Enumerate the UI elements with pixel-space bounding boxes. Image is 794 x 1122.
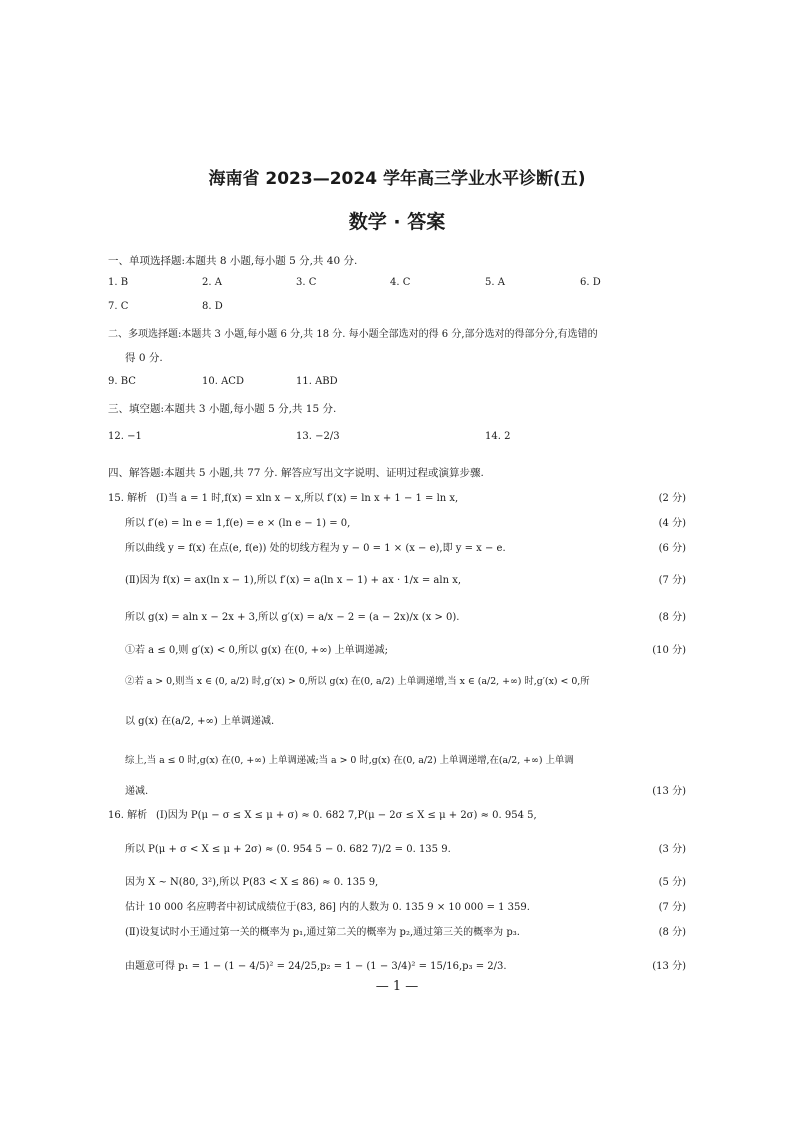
score-mark: (4 分) [658,518,686,529]
section1-heading: 一、单项选择题:本题共 8 小题,每小题 5 分,共 40 分. [108,255,358,267]
answer-item: 10. ACD [202,376,244,387]
score-mark: (13 分) [652,961,686,972]
answer-item: 7. C [108,301,129,312]
page-title: 海南省 2023—2024 学年高三学业水平诊断(五) [208,169,586,189]
solution-line: ②若 a > 0,则当 x ∈ (0, a/2) 时,g′(x) > 0,所以 g(x) 在(0, a/2) 上单调递增,当 x ∈ (a/2, +∞) 时,g′(x) < 0,所 [125,676,590,687]
answer-item: 11. ABD [296,376,338,387]
score-mark: (7 分) [658,575,686,586]
solution-line: 所以 f′(e) = ln e = 1,f(e) = e × (ln e − 1) = 0, [125,518,351,529]
score-mark: (2 分) [658,493,686,504]
score-mark: (8 分) [658,612,686,623]
score-mark: (6 分) [658,543,686,554]
solution-line: 因为 X ~ N(80, 3²),所以 P(83 < X ≤ 86) ≈ 0. 135 9, [125,877,379,888]
solution-line: 综上,当 a ≤ 0 时,g(x) 在(0, +∞) 上单调递减;当 a > 0 时,g(x) 在(0, a/2) 上单调递增,在(a/2, +∞) 上单调 [125,755,574,766]
section4-heading: 四、解答题:本题共 5 小题,共 77 分. 解答应写出文字说明、证明过程或演算步骤. [108,467,484,479]
answer-item: 9. BC [108,376,136,387]
solution-line: (Ⅰ)因为 P(μ − σ ≤ X ≤ μ + σ) ≈ 0. 682 7,P(μ − 2σ ≤ X ≤ μ + 2σ) ≈ 0. 954 5, [156,810,537,821]
solution-line: 所以 P(μ + σ < X ≤ μ + 2σ) ≈ (0. 954 5 − 0. 682 7)/2 = 0. 135 9. [125,844,451,855]
section2-heading-cont: 得 0 分. [125,352,163,364]
question-label: 15. 解析 [108,493,148,504]
question-label: 16. 解析 [108,810,148,821]
answer-item: 3. C [296,277,317,288]
section3-heading: 三、填空题:本题共 3 小题,每小题 5 分,共 15 分. [108,403,337,415]
answer-item: 5. A [485,277,505,288]
page-subtitle: 数学 · 答案 [348,211,446,233]
solution-line: 估计 10 000 名应聘者中初试成绩位于(83, 86] 内的人数为 0. 135 9 × 10 000 = 1 359. [125,902,530,913]
answer-item: 8. D [202,301,223,312]
answer-item: 2. A [202,277,222,288]
answer-item: 4. C [390,277,411,288]
score-mark: (8 分) [658,927,686,938]
section2-heading: 二、多项选择题:本题共 3 小题,每小题 6 分,共 18 分. 每小题全部选对的得 6 分,部分选对的得部分分,有选错的 [108,329,598,340]
score-mark: (7 分) [658,902,686,913]
solution-line: 递减. [125,786,149,797]
solution-line: (Ⅱ)因为 f(x) = ax(ln x − 1),所以 f′(x) = a(ln x − 1) + ax · 1/x = aln x, [125,575,462,586]
answer-item: 1. B [108,277,129,288]
score-mark: (3 分) [658,844,686,855]
score-mark: (10 分) [652,645,686,656]
solution-line: (Ⅰ)当 a = 1 时,f(x) = xln x − x,所以 f′(x) = ln x + 1 − 1 = ln x, [156,493,459,504]
score-mark: (5 分) [658,877,686,888]
solution-line: 以 g(x) 在(a/2, +∞) 上单调递减. [125,716,275,727]
solution-line: 所以曲线 y = f(x) 在点(e, f(e)) 处的切线方程为 y − 0 = 1 × (x − e),即 y = x − e. [125,543,506,554]
page-number: — 1 — [375,979,419,994]
answer-item: 12. −1 [108,431,142,442]
answer-item: 14. 2 [485,431,511,442]
answer-item: 13. −2/3 [296,431,340,442]
solution-line: (Ⅱ)设复试时小王通过第一关的概率为 p₁,通过第二关的概率为 p₂,通过第三关的概率为 p₃. [125,927,520,938]
solution-line: ①若 a ≤ 0,则 g′(x) < 0,所以 g(x) 在(0, +∞) 上单调递减; [125,645,388,656]
score-mark: (13 分) [652,786,686,797]
solution-line: 所以 g(x) = aln x − 2x + 3,所以 g′(x) = a/x − 2 = (a − 2x)/x (x > 0). [125,612,460,623]
answer-item: 6. D [580,277,601,288]
solution-line: 由题意可得 p₁ = 1 − (1 − 4/5)² = 24/25,p₂ = 1 − (1 − 3/4)² = 15/16,p₃ = 2/3. [125,961,507,972]
